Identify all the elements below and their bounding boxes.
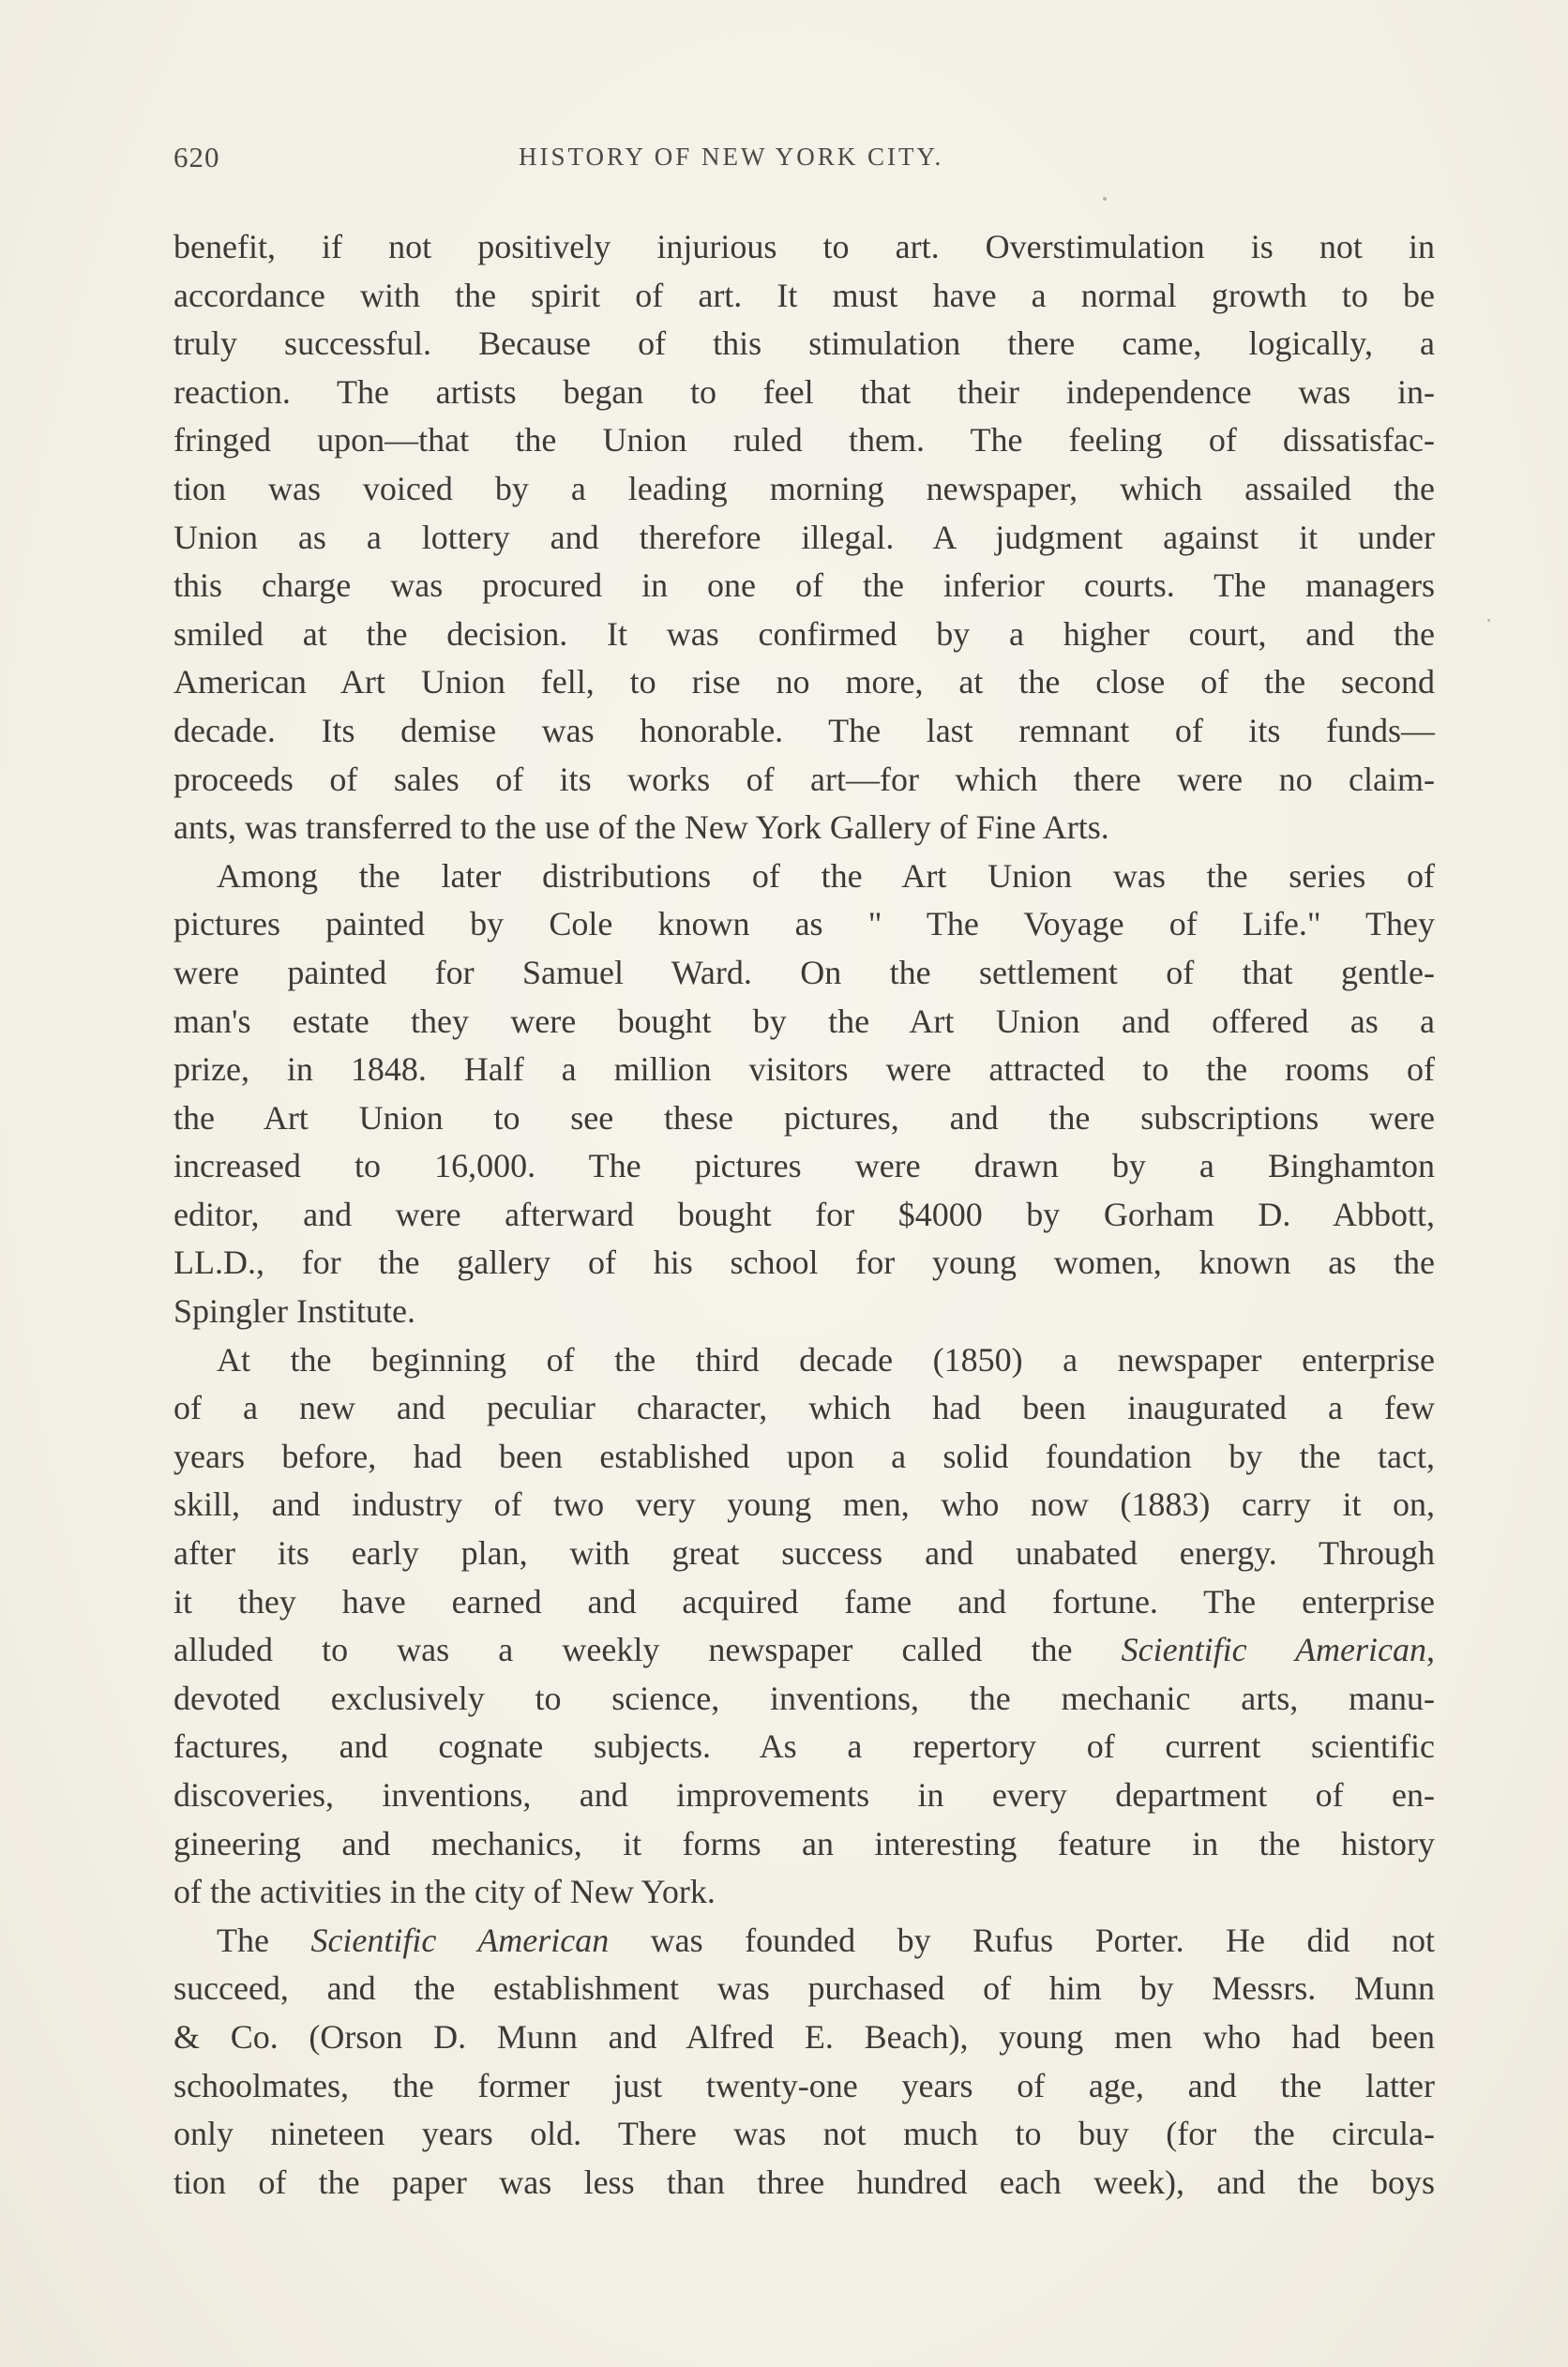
text-line: only nineteen years old. There was not much to buy (for the circula- [173, 2115, 1435, 2153]
running-head [173, 141, 1435, 188]
text-segment: was founded by Rufus Porter. He did not [609, 1921, 1436, 1959]
text-line: after its early plan, with great success and unabated energy. Through [173, 1534, 1435, 1573]
text-line: smiled at the decision. It was confirmed by a higher court, and the [173, 614, 1435, 653]
text-line: gineering and mechanics, it forms an interesting feature in the history [173, 1824, 1435, 1862]
text-line: devoted exclusively to science, inventions, the mechanic arts, manu- [173, 1679, 1435, 1717]
text-line: ants, was transferred to the use of the New York Gallery of Fine Arts. [173, 808, 1109, 847]
text-line: pictures painted by Cole known as " The Voyage of Life." They [173, 905, 1435, 943]
text-line: tion of the paper was less than three hundred each week), and the boys [173, 2163, 1435, 2201]
text-line: succeed, and the establishment was purchased of him by Messrs. Munn [173, 1969, 1435, 2008]
paper-speck [1103, 197, 1107, 201]
text-line: American Art Union fell, to rise no more, at the close of the second [173, 663, 1435, 701]
text-line: years before, had been established upon a solid foundation by the tact, [173, 1437, 1435, 1475]
body-text [173, 223, 1435, 2207]
paragraph-first-line-with-italic [173, 1917, 1435, 1966]
text-line: decade. Its demise was honorable. The last remnant of its funds— [173, 711, 1435, 749]
text-line: benefit, if not positively injurious to art. Overstimulation is not in [173, 228, 1435, 265]
text-line: & Co. (Orson D. Munn and Alfred E. Beach), young men who had been [173, 2017, 1435, 2056]
text-line: schoolmates, the former just twenty-one years of age, and the latter [173, 2066, 1435, 2104]
text-line: prize, in 1848. Half a million visitors were attracted to the rooms of [173, 1050, 1435, 1089]
text-line: of the activities in the city of New York. [173, 1873, 716, 1911]
text-line: the Art Union to see these pictures, and the subscriptions were [173, 1098, 1435, 1137]
text-segment: , [1426, 1631, 1435, 1669]
paragraph-first-line: At the beginning of the third decade (1850) a newspaper enterprise [217, 1340, 1435, 1379]
text-segment: alluded to was a weekly newspaper called the [173, 1631, 1122, 1669]
text-line: were painted for Samuel Ward. On the settlement of that gentle- [173, 953, 1435, 991]
text-line: reaction. The artists began to feel that their independence was in- [173, 372, 1435, 411]
italic-title: Scientific American [1121, 1631, 1426, 1669]
text-line: it they have earned and acquired fame and fortune. The enterprise [173, 1582, 1435, 1621]
text-line: proceeds of sales of its works of art—for which there were no claim- [173, 760, 1435, 798]
italic-title: Scientific American [310, 1921, 610, 1959]
paper-speck [1487, 619, 1490, 622]
text-line: editor, and were afterward bought for $4000 by Gorham D. Abbott, [173, 1195, 1435, 1233]
text-line: LL.D., for the gallery of his school for young women, known as the [173, 1244, 1435, 1282]
text-line: this charge was procured in one of the inferior courts. The managers [173, 566, 1435, 605]
running-title: HISTORY OF NEW YORK CITY. [519, 143, 944, 171]
text-line: truly successful. Because of this stimulation there came, logically, a [173, 324, 1435, 363]
text-line: tion was voiced by a leading morning newspaper, which assailed the [173, 469, 1435, 507]
text-line: man's estate they were bought by the Art Union and offered as a [173, 1002, 1435, 1040]
text-line: increased to 16,000. The pictures were drawn by a Binghamton [173, 1147, 1435, 1185]
text-line: Union as a lottery and therefore illegal. A judgment against it under [173, 518, 1435, 556]
text-line: of a new and peculiar character, which had been inaugurated a few [173, 1389, 1435, 1427]
text-line: Spingler Institute. [173, 1292, 415, 1331]
text-line: factures, and cognate subjects. As a repertory of current scientific [173, 1727, 1435, 1766]
text-line: skill, and industry of two very young men, who now (1883) carry it on, [173, 1485, 1435, 1524]
text-line-with-italic [173, 1626, 1435, 1675]
text-line: fringed upon—that the Union ruled them. The feeling of dissatisfac- [173, 421, 1435, 460]
text-line: discoveries, inventions, and improvements in every department of en- [173, 1776, 1435, 1814]
paragraph-first-line: Among the later distributions of the Art Union was the series of [217, 856, 1435, 895]
text-segment: The [217, 1921, 311, 1959]
page-number: 620 [173, 141, 220, 173]
text-line: accordance with the spirit of art. It must have a normal growth to be [173, 276, 1435, 314]
